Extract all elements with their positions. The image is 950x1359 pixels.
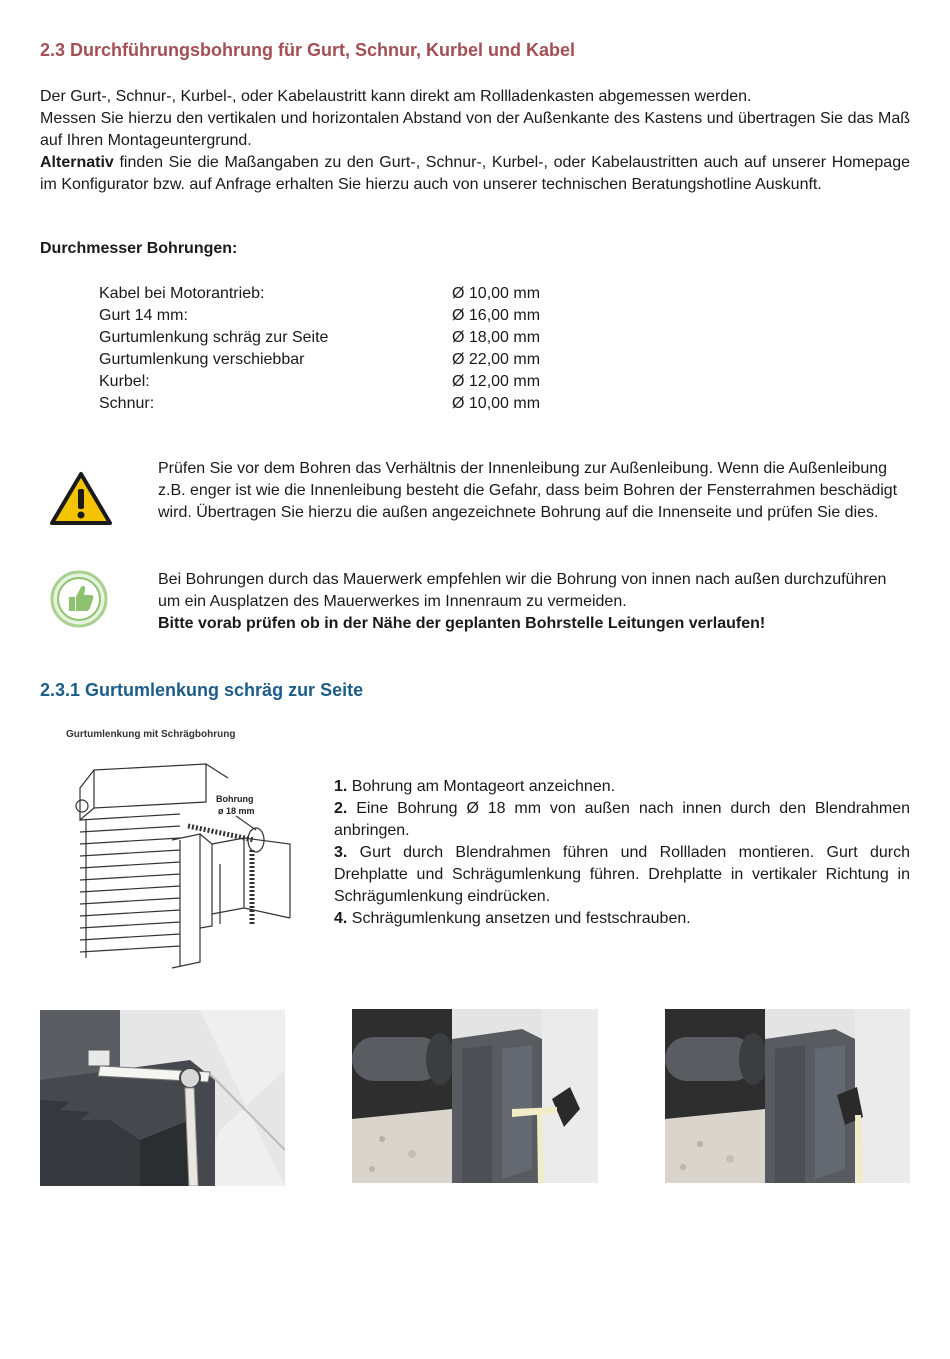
- diameter-label: Gurtumlenkung verschiebbar: [99, 351, 305, 368]
- tip-bold-text: Bitte vorab prüfen ob in der Nähe der geplanten Bohrstelle Leitungen verlaufen!: [158, 615, 766, 632]
- diameter-row: [99, 371, 540, 393]
- diameter-row: [99, 349, 540, 371]
- diameter-value: Ø 16,00 mm: [452, 307, 541, 324]
- step-number: 2.: [334, 800, 348, 817]
- diameter-value: Ø 10,00 mm: [452, 395, 541, 412]
- strap-deflection-diagram: [60, 748, 300, 970]
- section-heading: 2.3 Durchführungsbohrung für Gurt, Schnur, Kurbel und Kabel: [40, 40, 576, 60]
- diameter-label: Gurtumlenkung schräg zur Seite: [99, 329, 329, 346]
- step-item: [334, 842, 910, 908]
- intro-line-3-rest: finden Sie die Maßangaben zu den Gurt-, Schnur-, Kurbel-, oder Kabelaustritten auch auf unserer Homepage im Konfigurator bzw. auf Anfrage erhalten Sie hierzu auch von unserer technischen Beratungshotline Auskunft.: [40, 154, 910, 193]
- diagram-label-bohrung: Bohrung: [216, 794, 254, 804]
- warning-text: Prüfen Sie vor dem Bohren das Verhältnis der Innenleibung zur Außenleibung. Wenn die Außenleibung z.B. enger ist wie die Innenleibung besteht die Gefahr, dass beim Bohren der Fensterrahmen beschädigt wird. Übertragen Sie hierzu die außen angezeichnete Bohrung auf die Innenseite und prüfen Sie dies.: [158, 460, 898, 521]
- diameter-label: Schnur:: [99, 395, 155, 412]
- diameter-row: [99, 393, 540, 415]
- diameters-table: [99, 283, 540, 415]
- step-text: Schrägumlenkung ansetzen und festschrauben.: [347, 910, 691, 927]
- diameters-heading: Durchmesser Bohrungen:: [40, 240, 238, 257]
- diameter-label: Kurbel:: [99, 373, 150, 390]
- diameter-row: [99, 305, 540, 327]
- intro-paragraph: [40, 86, 910, 196]
- intro-line-3: [40, 152, 910, 196]
- diameter-label: Kabel bei Motorantrieb:: [99, 285, 265, 302]
- diameter-row: [99, 283, 540, 305]
- diameter-value: Ø 10,00 mm: [452, 285, 541, 302]
- tip-text: Bei Bohrungen durch das Mauerwerk empfehlen wir die Bohrung von innen nach außen durchzuführen um ein Ausplatzen des Mauerwerkes im Innenraum zu vermeiden.: [158, 571, 887, 610]
- photo-strap-through-frame: [40, 1010, 285, 1186]
- diameter-row: [99, 327, 540, 349]
- step-text: Bohrung am Montageort anzeichnen.: [347, 778, 616, 795]
- step-item: [334, 798, 910, 842]
- diameter-label: Gurt 14 mm:: [99, 307, 188, 324]
- diagram-title: Gurtumlenkung mit Schrägbohrung: [66, 729, 236, 740]
- diameter-value: Ø 18,00 mm: [452, 329, 541, 346]
- diameter-value: Ø 12,00 mm: [452, 373, 541, 390]
- assembly-steps: [334, 776, 910, 930]
- warning-note: [158, 458, 910, 524]
- step-text: Eine Bohrung Ø 18 mm von außen nach innen durch den Blendrahmen anbringen.: [334, 800, 910, 839]
- step-number: 4.: [334, 910, 348, 927]
- diameter-value: Ø 22,00 mm: [452, 351, 541, 368]
- warning-triangle-icon: [49, 471, 113, 527]
- step-number: 1.: [334, 778, 348, 795]
- step-item: [334, 776, 910, 798]
- alternativ-bold: Alternativ: [40, 154, 114, 171]
- intro-line-1: Der Gurt-, Schnur-, Kurbel-, oder Kabelaustritt kann direkt am Rollladenkasten abgemessen werden.: [40, 88, 752, 105]
- diagram-label-diameter: ø 18 mm: [218, 806, 255, 816]
- thumbs-up-icon: [50, 570, 108, 628]
- tip-note: [158, 569, 910, 635]
- photo-strap-deflector-mounted: [665, 1009, 910, 1183]
- subsection-heading: 2.3.1 Gurtumlenkung schräg zur Seite: [40, 680, 364, 700]
- step-number: 3.: [334, 844, 348, 861]
- step-text: Gurt durch Blendrahmen führen und Rollladen montieren. Gurt durch Drehplatte und Schrägumlenkung führen. Drehplatte in vertikaler Richtung in Schrägumlenkung eindrücken.: [334, 844, 910, 905]
- photo-strap-deflector-open: [352, 1009, 598, 1183]
- intro-line-2: Messen Sie hierzu den vertikalen und horizontalen Abstand von der Außenkante des Kastens und übertragen Sie das Maß auf Ihren Montageuntergrund.: [40, 110, 910, 149]
- step-item: [334, 908, 910, 930]
